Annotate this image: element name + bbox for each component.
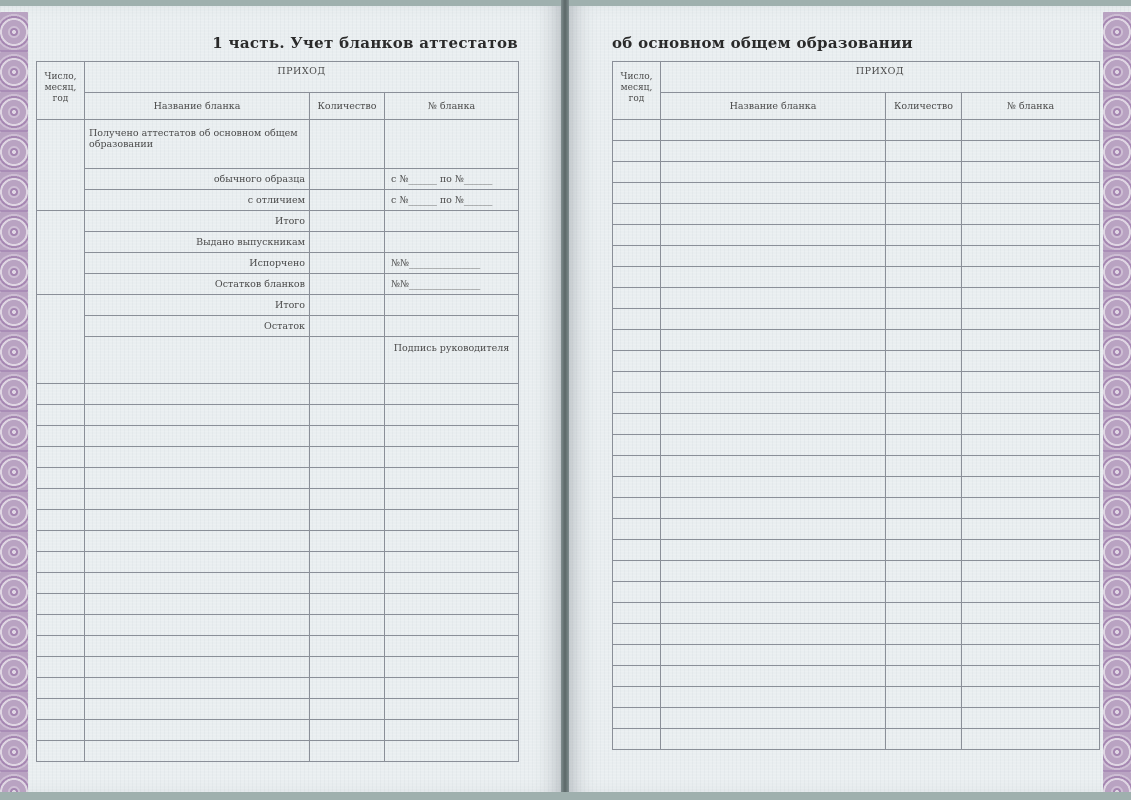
qty-cell <box>310 169 385 190</box>
ledger-cell <box>962 330 1100 351</box>
ledger-row <box>613 288 1100 309</box>
regular-range: с №______ по №______ <box>385 169 519 190</box>
ledger-cell <box>962 456 1100 477</box>
header-prikhod: ПРИХОД <box>85 62 519 93</box>
ledger-cell <box>37 699 85 720</box>
ledger-row <box>613 582 1100 603</box>
ledger-row <box>37 594 519 615</box>
ledger-cell <box>85 678 310 699</box>
ledger-cell <box>310 510 385 531</box>
ledger-cell <box>962 477 1100 498</box>
ledger-row <box>613 561 1100 582</box>
ledger-cell <box>962 372 1100 393</box>
honors-range: с №______ по №______ <box>385 190 519 211</box>
ledger-row <box>613 624 1100 645</box>
right-page-title: об основном общем образовании <box>612 34 913 52</box>
blank-rows-right <box>613 120 1100 750</box>
ledger-cell <box>385 741 519 762</box>
ledger-row <box>613 393 1100 414</box>
ledger-cell <box>37 615 85 636</box>
ledger-cell <box>886 666 962 687</box>
ledger-cell <box>613 540 661 561</box>
ledger-cell <box>85 615 310 636</box>
ledger-cell <box>310 426 385 447</box>
ledger-cell <box>613 351 661 372</box>
ledger-row <box>613 162 1100 183</box>
ledger-row <box>613 141 1100 162</box>
ledger-row <box>613 708 1100 729</box>
ledger-cell <box>310 552 385 573</box>
ledger-cell <box>886 477 962 498</box>
ledger-row <box>613 435 1100 456</box>
ledger-cell <box>37 426 85 447</box>
ledger-cell <box>85 741 310 762</box>
ledger-cell <box>37 510 85 531</box>
ledger-row <box>613 204 1100 225</box>
right-page <box>568 6 1131 792</box>
ledger-cell <box>385 384 519 405</box>
ledger-cell <box>886 141 962 162</box>
ledger-cell <box>613 561 661 582</box>
ledger-cell <box>310 741 385 762</box>
ledger-cell <box>661 393 886 414</box>
left-page-title: 1 часть. Учет бланков аттестатов <box>212 34 518 52</box>
ledger-cell <box>661 330 886 351</box>
ledger-row <box>613 687 1100 708</box>
ledger-row <box>37 489 519 510</box>
ledger-cell <box>661 561 886 582</box>
ledger-cell <box>962 162 1100 183</box>
ledger-cell <box>962 498 1100 519</box>
ledger-row <box>37 657 519 678</box>
ledger-cell <box>661 666 886 687</box>
ledger-cell <box>613 414 661 435</box>
ledger-cell <box>962 582 1100 603</box>
ledger-row <box>37 678 519 699</box>
ledger-cell <box>613 603 661 624</box>
ledger-cell <box>613 225 661 246</box>
ledger-cell <box>613 456 661 477</box>
ledger-cell <box>886 309 962 330</box>
ledger-cell <box>886 120 962 141</box>
ledger-cell <box>661 372 886 393</box>
ledger-cell <box>85 468 310 489</box>
ledger-cell <box>37 447 85 468</box>
ledger-cell <box>37 489 85 510</box>
ledger-cell <box>886 288 962 309</box>
ledger-cell <box>85 720 310 741</box>
ledger-table-right <box>612 61 1100 750</box>
ledger-cell <box>661 183 886 204</box>
date-cell-received <box>37 120 85 211</box>
ledger-row <box>37 720 519 741</box>
ledger-cell <box>613 309 661 330</box>
blank-rows-left <box>37 384 519 762</box>
ledger-cell <box>613 519 661 540</box>
ledger-cell <box>962 519 1100 540</box>
header-blank-name: Название бланка <box>85 93 310 120</box>
header-date <box>613 62 661 120</box>
header-blank-name: Название бланка <box>661 93 886 120</box>
ledger-cell <box>962 729 1100 750</box>
ledger-cell <box>310 447 385 468</box>
ledger-row <box>37 468 519 489</box>
ledger-cell <box>661 603 886 624</box>
num-cell <box>385 316 519 337</box>
header-date-text: Число, месяц, год <box>44 72 77 104</box>
ledger-cell <box>661 225 886 246</box>
ledger-cell <box>613 120 661 141</box>
ledger-cell <box>886 687 962 708</box>
ledger-cell <box>613 435 661 456</box>
ledger-row <box>613 645 1100 666</box>
ledger-cell <box>85 405 310 426</box>
ledger-cell <box>613 204 661 225</box>
ledger-cell <box>613 645 661 666</box>
ledger-cell <box>661 582 886 603</box>
ledger-row <box>613 351 1100 372</box>
ledger-cell <box>85 510 310 531</box>
ledger-cell <box>613 729 661 750</box>
ledger-cell <box>385 426 519 447</box>
header-date-text: Число, месяц, год <box>620 72 653 104</box>
qty-cell <box>310 337 385 384</box>
ledger-cell <box>962 435 1100 456</box>
left-page <box>0 6 562 792</box>
decorative-border-left <box>0 12 28 798</box>
header-date <box>37 62 85 120</box>
ledger-cell <box>85 552 310 573</box>
ledger-cell <box>385 678 519 699</box>
ledger-cell <box>385 510 519 531</box>
ledger-cell <box>310 489 385 510</box>
ledger-cell <box>962 288 1100 309</box>
ledger-cell <box>613 477 661 498</box>
ledger-row <box>613 372 1100 393</box>
ledger-cell <box>661 309 886 330</box>
ledger-cell <box>962 561 1100 582</box>
ledger-row <box>37 405 519 426</box>
ledger-cell <box>37 531 85 552</box>
ledger-cell <box>886 561 962 582</box>
ledger-row <box>613 603 1100 624</box>
ledger-cell <box>385 657 519 678</box>
ledger-cell <box>385 636 519 657</box>
ledger-cell <box>886 330 962 351</box>
qty-cell <box>310 190 385 211</box>
ledger-cell <box>661 141 886 162</box>
ledger-row <box>613 456 1100 477</box>
spoiled-label: Испорчено <box>85 253 310 274</box>
ledger-row <box>37 531 519 552</box>
ledger-cell <box>661 540 886 561</box>
ledger-cell <box>385 552 519 573</box>
ledger-cell <box>385 468 519 489</box>
ledger-cell <box>613 246 661 267</box>
ledger-cell <box>886 435 962 456</box>
ledger-cell <box>37 594 85 615</box>
ledger-cell <box>37 657 85 678</box>
book-gutter <box>561 0 569 800</box>
ledger-cell <box>85 636 310 657</box>
ledger-cell <box>886 183 962 204</box>
header-quantity: Количество <box>886 93 962 120</box>
ledger-cell <box>962 708 1100 729</box>
ledger-cell <box>886 519 962 540</box>
ledger-cell <box>661 435 886 456</box>
ledger-cell <box>661 120 886 141</box>
ledger-cell <box>962 309 1100 330</box>
ledger-cell <box>661 162 886 183</box>
ledger-cell <box>85 384 310 405</box>
ledger-row <box>37 552 519 573</box>
ledger-cell <box>385 447 519 468</box>
ledger-cell <box>85 447 310 468</box>
ledger-cell <box>310 657 385 678</box>
ledger-cell <box>37 468 85 489</box>
ledger-cell <box>37 720 85 741</box>
qty-cell <box>310 211 385 232</box>
ledger-cell <box>37 405 85 426</box>
ledger-cell <box>661 645 886 666</box>
ledger-cell <box>613 141 661 162</box>
total-label-2: Итого <box>85 295 310 316</box>
ledger-row <box>37 636 519 657</box>
ledger-cell <box>661 246 886 267</box>
qty-cell <box>310 120 385 169</box>
bottom-edge <box>0 792 1131 800</box>
num-cell <box>385 232 519 253</box>
ledger-cell <box>886 246 962 267</box>
ledger-row <box>37 573 519 594</box>
ledger-cell <box>962 204 1100 225</box>
ledger-cell <box>85 699 310 720</box>
ledger-cell <box>85 594 310 615</box>
ledger-row <box>613 183 1100 204</box>
ledger-cell <box>962 141 1100 162</box>
ledger-cell <box>85 657 310 678</box>
ledger-cell <box>886 624 962 645</box>
ledger-cell <box>85 531 310 552</box>
num-cell <box>385 295 519 316</box>
ledger-cell <box>962 393 1100 414</box>
ledger-cell <box>613 288 661 309</box>
ledger-cell <box>85 489 310 510</box>
ledger-cell <box>962 540 1100 561</box>
ledger-cell <box>613 330 661 351</box>
ledger-cell <box>661 477 886 498</box>
ledger-cell <box>962 225 1100 246</box>
ledger-row <box>37 615 519 636</box>
ledger-cell <box>886 414 962 435</box>
ledger-cell <box>385 489 519 510</box>
ledger-cell <box>613 582 661 603</box>
ledger-cell <box>962 267 1100 288</box>
ledger-cell <box>85 573 310 594</box>
ledger-cell <box>886 393 962 414</box>
decorative-border-right <box>1103 12 1131 798</box>
name-cell <box>85 337 310 384</box>
ledger-cell <box>962 351 1100 372</box>
honors-label: с отличием <box>85 190 310 211</box>
ledger-cell <box>886 351 962 372</box>
ledger-cell <box>886 708 962 729</box>
remaining-label: Остатков бланков <box>85 274 310 295</box>
ledger-cell <box>310 699 385 720</box>
ledger-cell <box>661 687 886 708</box>
ledger-cell <box>613 687 661 708</box>
qty-cell <box>310 316 385 337</box>
total-label-1: Итого <box>85 211 310 232</box>
remaining-numbers: №№_______________ <box>385 274 519 295</box>
ledger-cell <box>886 645 962 666</box>
ledger-cell <box>385 720 519 741</box>
ledger-cell <box>37 678 85 699</box>
ledger-cell <box>37 741 85 762</box>
ledger-row <box>613 309 1100 330</box>
ledger-cell <box>310 636 385 657</box>
ledger-cell <box>886 267 962 288</box>
ledger-cell <box>37 384 85 405</box>
ledger-cell <box>661 267 886 288</box>
ledger-row <box>37 384 519 405</box>
date-cell-issued <box>37 211 85 295</box>
ledger-cell <box>310 573 385 594</box>
ledger-row <box>613 540 1100 561</box>
ledger-cell <box>310 594 385 615</box>
received-description: Получено аттестатов об основном общем образовании <box>85 120 310 169</box>
ledger-cell <box>85 426 310 447</box>
ledger-cell <box>613 498 661 519</box>
ledger-cell <box>962 687 1100 708</box>
date-cell-balance <box>37 295 85 384</box>
ledger-cell <box>613 267 661 288</box>
ledger-row <box>613 246 1100 267</box>
ledger-cell <box>661 288 886 309</box>
header-blank-number: № бланка <box>962 93 1100 120</box>
ledger-row <box>613 225 1100 246</box>
ledger-cell <box>886 456 962 477</box>
ledger-cell <box>310 615 385 636</box>
ledger-cell <box>613 624 661 645</box>
ledger-cell <box>385 699 519 720</box>
ledger-cell <box>613 372 661 393</box>
ledger-cell <box>661 708 886 729</box>
ledger-cell <box>385 405 519 426</box>
ledger-cell <box>661 729 886 750</box>
ledger-row <box>613 498 1100 519</box>
ledger-cell <box>886 540 962 561</box>
ledger-row <box>613 267 1100 288</box>
ledger-cell <box>385 594 519 615</box>
ledger-row <box>37 510 519 531</box>
ledger-table-left <box>36 61 519 762</box>
ledger-cell <box>962 120 1100 141</box>
ledger-cell <box>37 636 85 657</box>
ledger-row <box>37 426 519 447</box>
ledger-cell <box>962 246 1100 267</box>
ledger-row <box>613 414 1100 435</box>
ledger-cell <box>886 225 962 246</box>
ledger-cell <box>962 666 1100 687</box>
ledger-cell <box>310 531 385 552</box>
ledger-cell <box>962 414 1100 435</box>
ledger-row <box>37 741 519 762</box>
ledger-cell <box>661 624 886 645</box>
ledger-row <box>613 120 1100 141</box>
ledger-row <box>613 330 1100 351</box>
ledger-cell <box>310 384 385 405</box>
qty-cell <box>310 232 385 253</box>
ledger-cell <box>310 720 385 741</box>
ledger-row <box>613 519 1100 540</box>
ledger-cell <box>385 531 519 552</box>
qty-cell <box>310 253 385 274</box>
balance-label: Остаток <box>85 316 310 337</box>
ledger-cell <box>385 573 519 594</box>
ledger-cell <box>37 573 85 594</box>
ledger-cell <box>886 204 962 225</box>
ledger-cell <box>886 603 962 624</box>
ledger-row <box>613 729 1100 750</box>
num-cell <box>385 211 519 232</box>
qty-cell <box>310 274 385 295</box>
ledger-row <box>37 699 519 720</box>
ledger-cell <box>613 162 661 183</box>
num-cell <box>385 120 519 169</box>
ledger-cell <box>613 393 661 414</box>
ledger-cell <box>613 666 661 687</box>
ledger-cell <box>310 678 385 699</box>
ledger-cell <box>613 708 661 729</box>
ledger-cell <box>661 351 886 372</box>
ledger-cell <box>661 519 886 540</box>
ledger-cell <box>310 405 385 426</box>
ledger-cell <box>661 414 886 435</box>
ledger-cell <box>886 372 962 393</box>
ledger-cell <box>886 498 962 519</box>
ledger-cell <box>37 552 85 573</box>
qty-cell <box>310 295 385 316</box>
ledger-cell <box>886 729 962 750</box>
ledger-cell <box>962 645 1100 666</box>
ledger-cell <box>310 468 385 489</box>
ledger-cell <box>962 624 1100 645</box>
ledger-cell <box>661 498 886 519</box>
ledger-cell <box>962 603 1100 624</box>
ledger-cell <box>661 456 886 477</box>
ledger-cell <box>613 183 661 204</box>
ledger-row <box>37 447 519 468</box>
header-quantity: Количество <box>310 93 385 120</box>
signature-label: Подпись руководителя <box>385 337 519 384</box>
regular-label: обычного образца <box>85 169 310 190</box>
header-prikhod: ПРИХОД <box>661 62 1100 93</box>
ledger-cell <box>385 615 519 636</box>
ledger-row <box>613 666 1100 687</box>
ledger-cell <box>886 582 962 603</box>
header-blank-number: № бланка <box>385 93 519 120</box>
spoiled-numbers: №№_______________ <box>385 253 519 274</box>
ledger-cell <box>661 204 886 225</box>
ledger-cell <box>886 162 962 183</box>
issued-label: Выдано выпускникам <box>85 232 310 253</box>
ledger-cell <box>962 183 1100 204</box>
ledger-row <box>613 477 1100 498</box>
